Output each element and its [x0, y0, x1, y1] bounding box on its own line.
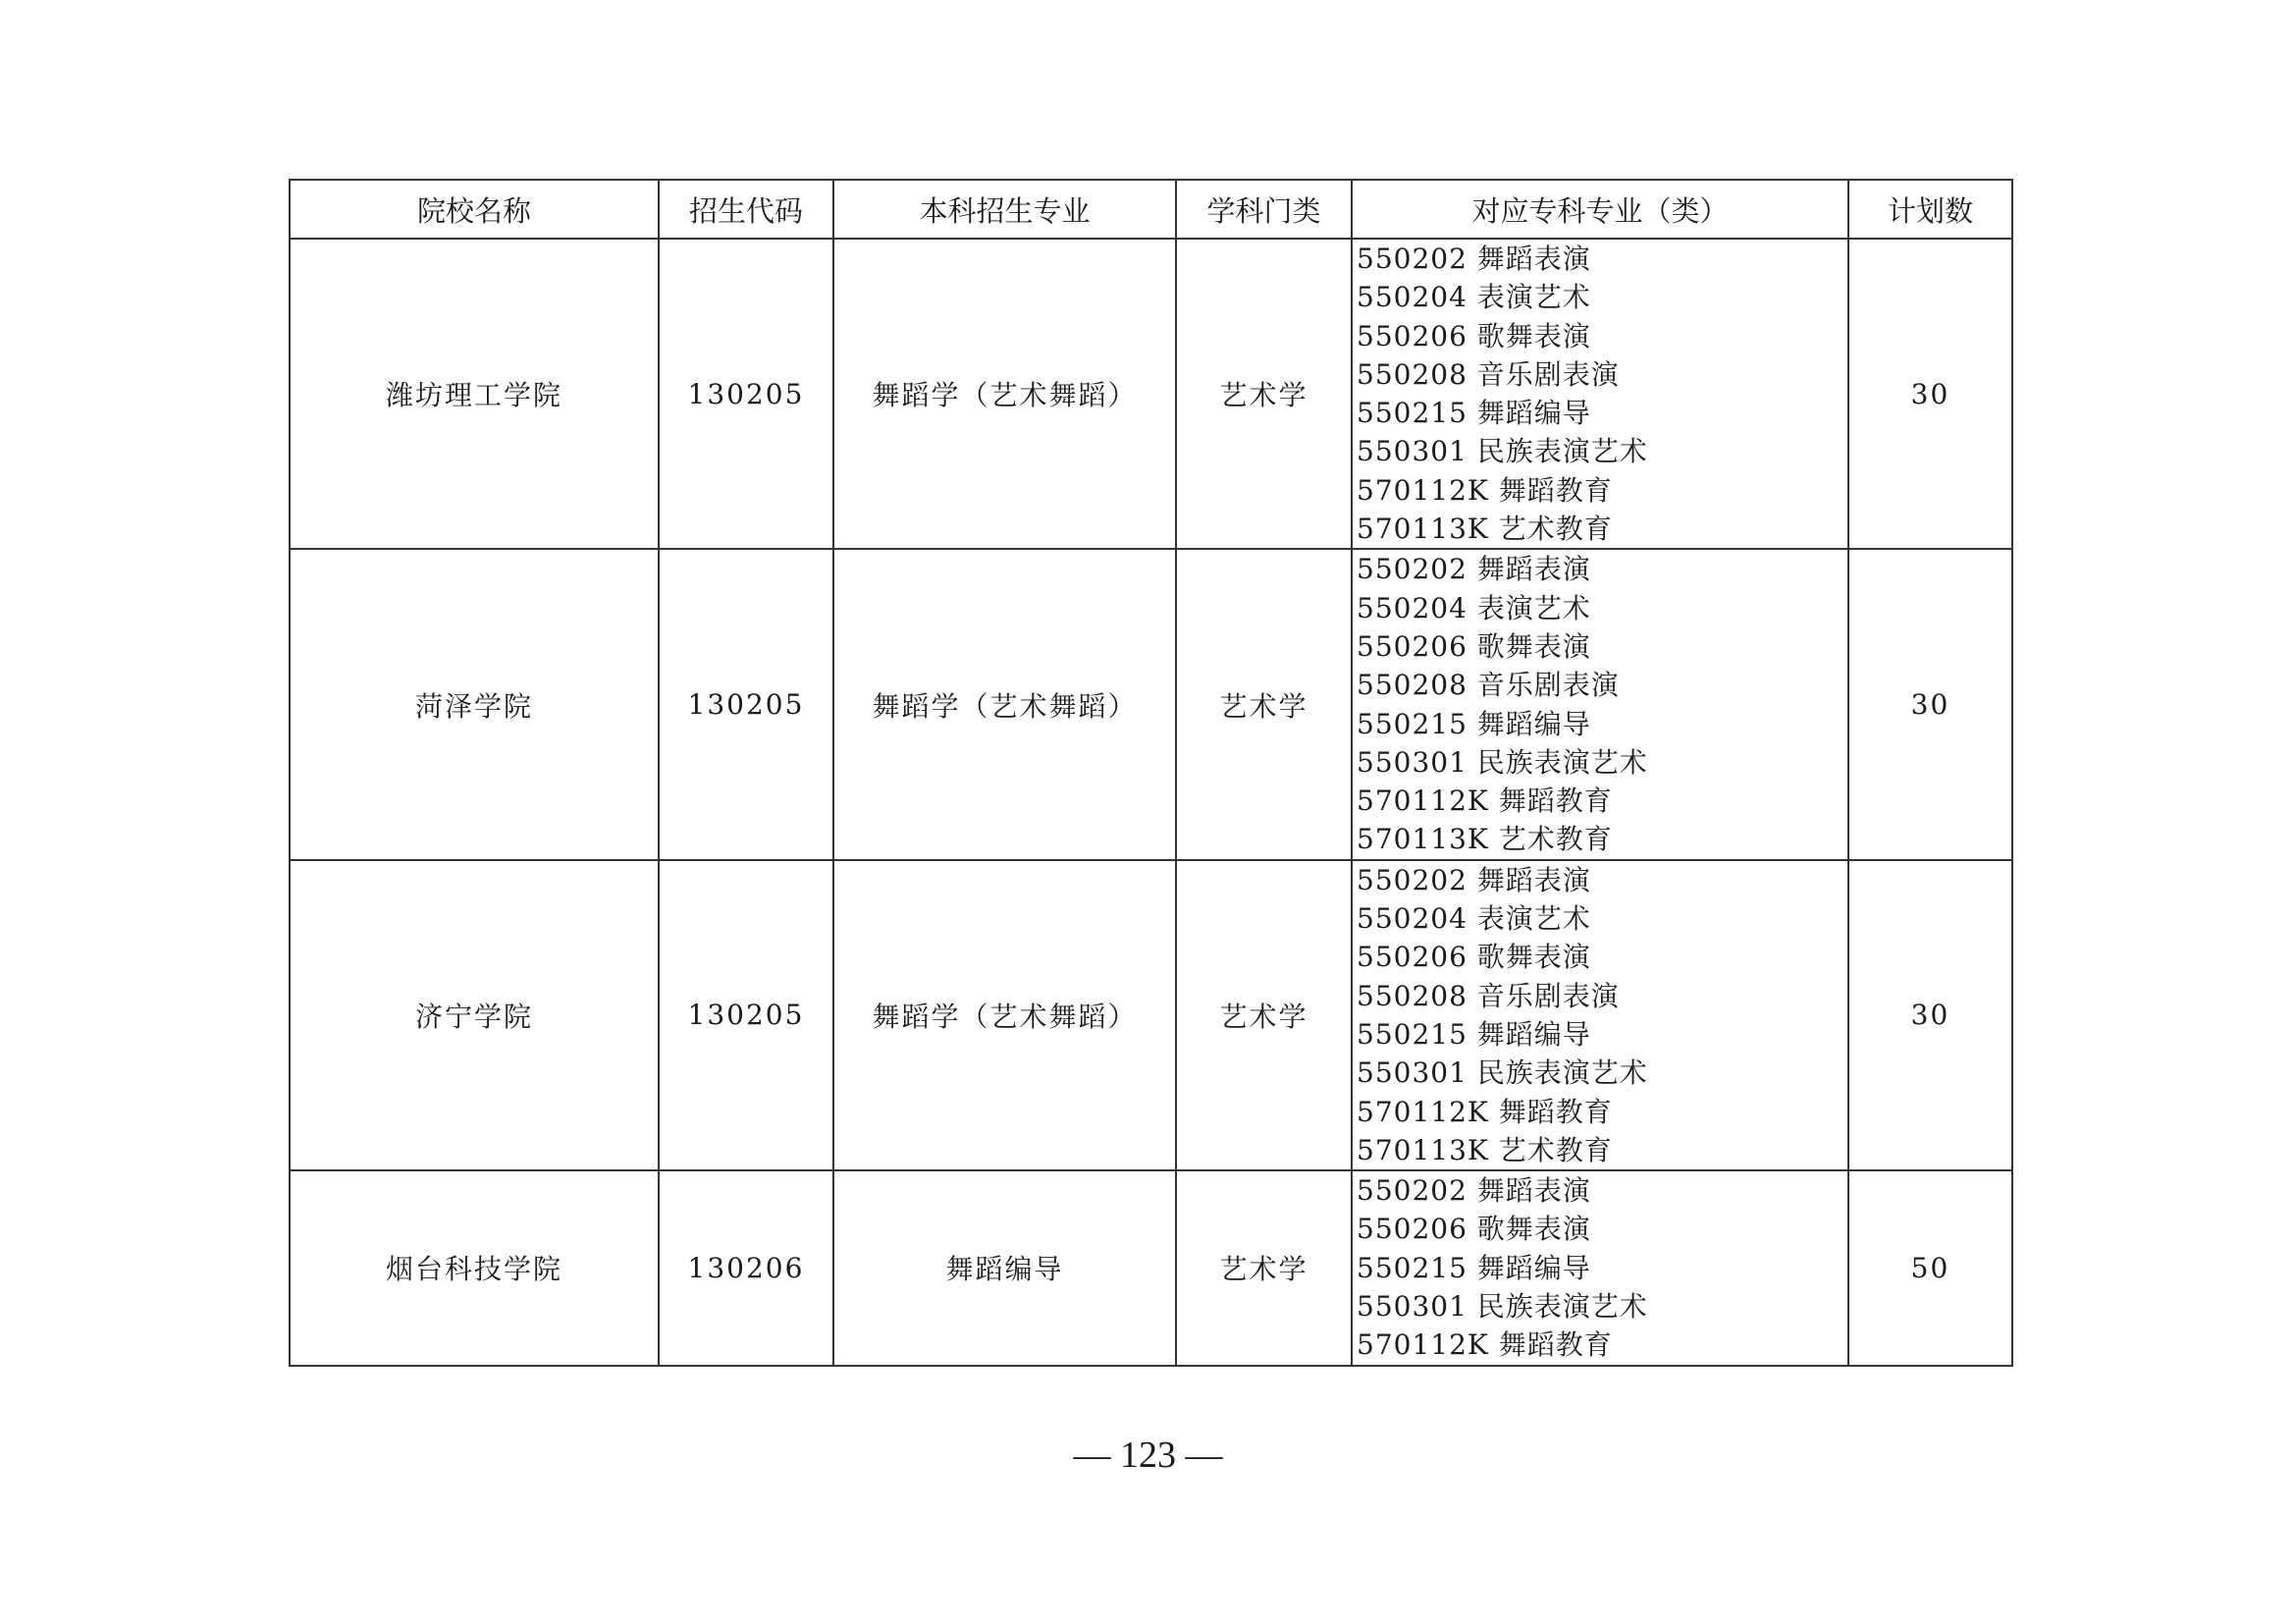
admission-plan-table-container	[289, 179, 2011, 1367]
school-name-cell: 济宁学院	[290, 860, 659, 1170]
specialty-item: 550202 舞蹈表演	[1357, 243, 1591, 275]
table-row	[290, 1170, 2012, 1365]
specialty-item: 550301 民族表演艺术	[1357, 1290, 1648, 1324]
admission-code-cell: 130205	[659, 860, 833, 1170]
major-cell: 舞蹈学（艺术舞蹈）	[833, 549, 1176, 859]
table-row	[290, 549, 2012, 859]
admission-code-cell: 130206	[659, 1170, 833, 1365]
specialty-list-cell	[1352, 860, 1848, 1170]
table-row	[290, 239, 2012, 549]
specialty-list-cell	[1352, 1170, 1848, 1365]
specialty-item: 550208 音乐剧表演	[1357, 669, 1620, 702]
specialty-item: 570112K 舞蹈教育	[1357, 1328, 1613, 1362]
specialty-item: 550215 舞蹈编导	[1357, 1251, 1591, 1284]
school-name-cell: 潍坊理工学院	[290, 239, 659, 549]
category-cell: 艺术学	[1176, 860, 1352, 1170]
category-cell: 艺术学	[1176, 1170, 1352, 1365]
school-name-cell: 菏泽学院	[290, 549, 659, 859]
specialty-item: 570113K 艺术教育	[1357, 823, 1613, 856]
plan-count-cell: 30	[1848, 860, 2012, 1170]
specialty-item: 550215 舞蹈编导	[1357, 707, 1591, 740]
header-admission-code: 招生代码	[659, 180, 833, 239]
specialty-item: 550202 舞蹈表演	[1357, 553, 1591, 586]
specialty-item: 570112K 舞蹈教育	[1357, 785, 1613, 818]
specialty-list-cell	[1352, 549, 1848, 859]
specialty-item: 550301 民族表演艺术	[1357, 435, 1648, 468]
plan-count-cell: 30	[1848, 549, 2012, 859]
page-number: — 123 —	[1073, 1435, 1223, 1476]
category-cell: 艺术学	[1176, 549, 1352, 859]
specialty-item: 550206 歌舞表演	[1357, 1213, 1591, 1246]
table-row	[290, 860, 2012, 1170]
specialty-item: 570112K 舞蹈教育	[1357, 473, 1613, 507]
specialty-item: 550204 表演艺术	[1357, 902, 1591, 936]
specialty-item: 550206 歌舞表演	[1357, 941, 1591, 974]
specialty-item: 550208 音乐剧表演	[1357, 979, 1620, 1012]
major-cell: 舞蹈编导	[833, 1170, 1176, 1365]
major-cell: 舞蹈学（艺术舞蹈）	[833, 239, 1176, 549]
plan-count-cell: 30	[1848, 239, 2012, 549]
admission-code-cell: 130205	[659, 239, 833, 549]
specialty-item: 550206 歌舞表演	[1357, 629, 1591, 663]
admission-plan-table	[289, 179, 2013, 1367]
specialty-item: 550208 音乐剧表演	[1357, 357, 1620, 391]
header-undergrad-major: 本科招生专业	[833, 180, 1176, 239]
specialty-item: 550215 舞蹈编导	[1357, 1017, 1591, 1051]
specialty-item: 550202 舞蹈表演	[1357, 863, 1591, 896]
header-plan-count: 计划数	[1848, 180, 2012, 239]
header-corresponding-specialty: 对应专科专业（类）	[1352, 180, 1848, 239]
major-cell: 舞蹈学（艺术舞蹈）	[833, 860, 1176, 1170]
table-header-row	[290, 180, 2012, 239]
specialty-item: 550206 歌舞表演	[1357, 319, 1591, 352]
header-school-name: 院校名称	[290, 180, 659, 239]
specialty-item: 550204 表演艺术	[1357, 591, 1591, 624]
specialty-list-cell	[1352, 239, 1848, 549]
specialty-item: 550204 表演艺术	[1357, 281, 1591, 314]
specialty-item: 570113K 艺术教育	[1357, 513, 1613, 546]
specialty-item: 550202 舞蹈表演	[1357, 1174, 1591, 1208]
admission-code-cell: 130205	[659, 549, 833, 859]
specialty-item: 550301 民族表演艺术	[1357, 1056, 1648, 1090]
specialty-item: 570113K 艺术教育	[1357, 1133, 1613, 1166]
school-name-cell: 烟台科技学院	[290, 1170, 659, 1365]
category-cell: 艺术学	[1176, 239, 1352, 549]
specialty-item: 570112K 舞蹈教育	[1357, 1095, 1613, 1128]
header-discipline-category: 学科门类	[1176, 180, 1352, 239]
specialty-item: 550301 民族表演艺术	[1357, 745, 1648, 779]
plan-count-cell: 50	[1848, 1170, 2012, 1365]
specialty-item: 550215 舞蹈编导	[1357, 397, 1591, 430]
